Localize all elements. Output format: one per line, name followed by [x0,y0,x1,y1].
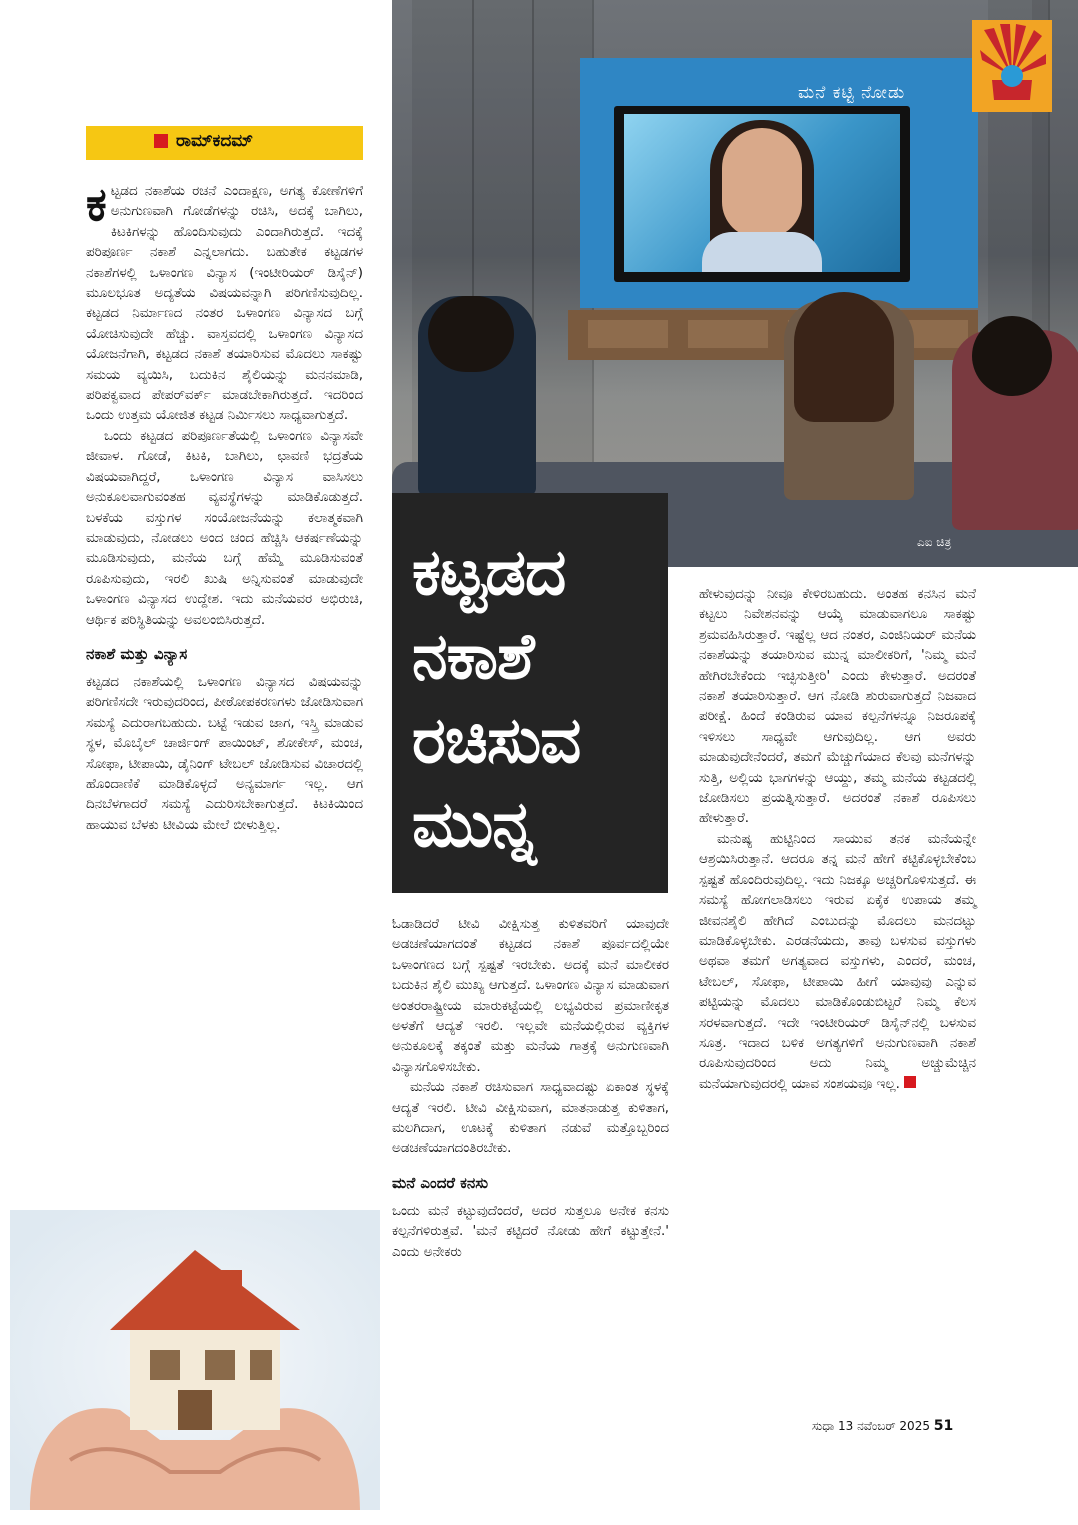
paragraph: ಮನೆಯ ನಕಾಶೆ ರಚಿಸುವಾಗ ಸಾಧ್ಯವಾದಷ್ಟು ಏಕಾಂತ ಸ್ಥಳಕ್ಕೆ ಆದ್ಯತೆ ಇರಲಿ. ಟೀವಿ ವೀಕ್ಷಿಸುವಾಗ, ಮಾತನಾಡುತ್ತ ಕುಳಿತಾಗ, ಮಲಗಿದಾಗ, ಊಟಕ್ಕೆ ಕುಳಿತಾಗ ನಡುವೆ ಮತ್ತೊಬ್ಬರಿಂದ ಅಡಚಣೆಯಾಗದಂತಿರಬೇಕು. [392,1080,669,1157]
page-footer [812,1418,953,1434]
paragraph: ಹೇಳುವುದನ್ನು ನೀವೂ ಕೇಳಿರಬಹುದು. ಅಂತಹ ಕನಸಿನ ಮನೆ ಕಟ್ಟಲು ನಿವೇಶನವನ್ನು ಆಯ್ಕೆ ಮಾಡುವಾಗಲೂ ಸಾಕಷ್ಟು ಶ್ರಮವಹಿಸಿರುತ್ತಾರೆ. ಇಷ್ಟೆಲ್ಲ ಆದ ನಂತರ, ಎಂಜಿನಿಯರ್ ಮನೆಯ ನಕಾಶೆಯನ್ನು ತಯಾರಿಸುವ ಮುನ್ನ ಮಾಲೀಕರಿಗೆ, 'ನಿಮ್ಮ ಮನೆ ಹೇಗಿರಬೇಕೆಂದು ಇಚ್ಛಿಸುತ್ತೀರಿ' ಎಂದು ಕೇಳುತ್ತಾರೆ. ಅದರಂತೆ ನಕಾಶೆ ತಯಾರಿಸುತ್ತಾರೆ. ಆಗ ನೋಡಿ ಶುರುವಾಗುತ್ತದೆ ನಿಜವಾದ ಪರೀಕ್ಷೆ. ಹಿಂದೆ ಕಂಡಿರುವ ಯಾವ ಕಲ್ಪನೆಗಳನ್ನೂ ನಿಜರೂಪಕ್ಕೆ ಇಳಿಸಲು ಸಾಧ್ಯವೇ ಆಗುವುದಿಲ್ಲ. ಆಗ ಅವರು ಮಾಡುವುದೇನೆಂದರೆ, ತಮಗೆ ಮೆಚ್ಚುಗೆಯಾದ ಕೆಲವು ಮನೆಗಳನ್ನು ಸುತ್ತಿ, ಅಲ್ಲಿಯ ಭಾಗಗಳನ್ನು ಆಯ್ದು, ತಮ್ಮ ಮನೆಯ ಕಟ್ಟಡದಲ್ಲಿ ಜೋಡಿಸಲು ಪ್ರಯತ್ನಿಸುತ್ತಾರೆ. ಅದರಂತೆ ನಕಾಶೆ ರೂಪಿಸಲು ಹೇಳುತ್ತಾರೆ. [699,587,976,827]
headline-line: ಕಟ್ಟಡದ [412,536,566,610]
end-mark [904,1076,916,1088]
publication-date: ಸುಧಾ 13 ನವೆಂಬರ್ 2025 [812,1419,930,1433]
article-column-3 [699,585,976,1095]
paragraph: ಒಂದು ಕಟ್ಟಡದ ಪರಿಪೂರ್ಣತೆಯಲ್ಲಿ ಒಳಾಂಗಣ ವಿನ್ಯಾಸವೇ ಜೀವಾಳ. ಗೋಡೆ, ಕಿಟಕಿ, ಬಾಗಿಲು, ಛಾವಣಿ ಭದ್ರತೆಯ ವಿಷಯವಾಗಿದ್ದರೆ, ಒಳಾಂಗಣ ವಿನ್ಯಾಸ ವಾಸಿಸಲು ಅನುಕೂಲವಾಗುವಂತಹ ವ್ಯವಸ್ಥೆಗಳನ್ನು ಮಾಡಿಕೊಡುತ್ತದೆ. ಬಳಕೆಯ ವಸ್ತುಗಳ ಸಂಯೋಜನೆಯನ್ನು ಕಲಾತ್ಮಕವಾಗಿ ಮಾಡುವುದು, ನೋಡಲು ಅಂದ ಚಂದ ಹೆಚ್ಚಿಸಿ ಆಕರ್ಷಣೆಯನ್ನು ಮೂಡಿಸುವುದು, ಮನೆಯ ಬಗ್ಗೆ ಹೆಮ್ಮೆ ಮೂಡಿಸುವಂತೆ ರೂಪಿಸುವುದು, ಇರಲಿ ಖುಷಿ ಅನ್ನಿಸುವಂತೆ ಮಾಡುವುದೇ ಒಳಾಂಗಣ ವಿನ್ಯಾಸದ ಉದ್ದೇಶ. ಇದು ಮನೆಯವರ ಅಭಿರುಚಿ, ಆರ್ಥಿಕ ಪರಿಸ್ಥಿತಿಯನ್ನು ಅವಲಂಬಿಸಿರುತ್ತದೆ. [86,428,363,628]
house-in-hands-image [10,1210,380,1510]
paragraph: ಒಂದು ಮನೆ ಕಟ್ಟುವುದೆಂದರೆ, ಅದರ ಸುತ್ತಲೂ ಅನೇಕ ಕನಸು ಕಲ್ಪನೆಗಳಿರುತ್ತವೆ. 'ಮನೆ ಕಟ್ಟಿದರೆ ನೋಡು ಹೇಗೆ ಕಟ್ಟುತ್ತೇನೆ.' ಎಂದು ಅನೇಕರು [392,1203,669,1260]
subheading: ಮನೆ ಎಂದರೆ ಕನಸು [392,1173,488,1192]
headline-block [392,493,668,893]
series-logo [972,20,1052,112]
paragraph: ಮನುಷ್ಯ ಹುಟ್ಟಿನಿಂದ ಸಾಯುವ ತನಕ ಮನೆಯನ್ನೇ ಆಶ್ರಯಿಸಿರುತ್ತಾನೆ. ಆದರೂ ತನ್ನ ಮನೆ ಹೇಗೆ ಕಟ್ಟಿಕೊಳ್ಳಬೇಕೆಂಬ ಸ್ಪಷ್ಟತೆ ಹೊಂದಿರುವುದಿಲ್ಲ. ಇದು ನಿಜಕ್ಕೂ ಅಚ್ಚರಿಗೊಳಿಸುತ್ತದೆ. ಈ ಸಮಸ್ಯೆ ಹೋಗಲಾಡಿಸಲು ಇರುವ ಏಕೈಕ ಉಪಾಯ ತಮ್ಮ ಜೀವನಶೈಲಿ ಹೇಗಿದೆ ಎಂಬುದನ್ನು ಮೊದಲು ಮನದಟ್ಟು ಮಾಡಿಕೊಳ್ಳಬೇಕು. ಎರಡನೆಯದು, ತಾವು ಬಳಸುವ ವಸ್ತುಗಳು ಅಥವಾ ತಮಗೆ ಅಗತ್ಯವಾದ ವಸ್ತುಗಳು, ಎಂದರೆ, ಮಂಚ, ಟೇಬಲ್, ಸೋಫಾ, ಟೀಪಾಯಿ ಹೀಗೆ ಯಾವುವು ಎನ್ನುವ ಪಟ್ಟಿಯನ್ನು ಮೊದಲು ಮಾಡಿಕೊಂಡುಬಿಟ್ಟರೆ ನಿಮ್ಮ ಕೆಲಸ ಸರಳವಾಗುತ್ತದೆ. ಇದೇ ಇಂಟೀರಿಯರ್ ಡಿಸೈನ್‌ನಲ್ಲಿ ಬಳಸುವ ಸೂತ್ರ. ಇದಾದ ಬಳಿಕ ಅಗತ್ಯಗಳಿಗೆ ಅನುಗುಣವಾಗಿ ನಕಾಶೆ ರೂಪಿಸುವುದರಿಂದ ಅದು ನಿಮ್ಮ ಅಚ್ಚುಮೆಚ್ಚಿನ ಮನೆಯಾಗುವುದರಲ್ಲಿ ಯಾವ ಸಂಶಯವೂ ಇಲ್ಲ. [699,831,976,1092]
article-column-1 [86,177,363,836]
author-name: ರಾಮ್‌ಕದಮ್ [176,131,253,151]
paragraph: ಕಟ್ಟಡದ ನಕಾಶೆಯಲ್ಲಿ ಒಳಾಂಗಣ ವಿನ್ಯಾಸದ ವಿಷಯವನ್ನು ಪರಿಗಣಿಸದೇ ಇರುವುದರಿಂದ, ಪೀಠೋಪಕರಣಗಳು ಜೋಡಿಸುವಾಗ ಸಮಸ್ಯೆ ಎದುರಾಗಬಹುದು. ಬಟ್ಟೆ ಇಡುವ ಜಾಗ, ಇಸ್ತ್ರಿ ಮಾಡುವ ಸ್ಥಳ, ಮೊಬೈಲ್ ಚಾರ್ಜಿಂಗ್ ಪಾಯಿಂಟ್, ಶೋಕೇಸ್, ಮಂಚ, ಸೋಫಾ, ಟೀಪಾಯಿ, ಡೈನಿಂಗ್ ಟೇಬಲ್ ಜೋಡಿಸುವ ವಿಚಾರದಲ್ಲಿ ಹೊಂದಾಣಿಕೆ ಮಾಡಿಕೊಳ್ಳದೆ ಅನ್ಯಮಾರ್ಗ ಇಲ್ಲ. ಆಗ ದಿನಬೆಳಗಾದರೆ ಸಮಸ್ಯೆ ಎದುರಿಸಬೇಕಾಗುತ್ತದೆ. ಕಿಟಕಿಯಿಂದ ಹಾಯುವ ಬೆಳಕು ಟೀವಿಯ ಮೇಲೆ ಬೀಳುತ್ತಿಲ್ಲ. [86,674,363,833]
photo-credit: ಎಐ ಚಿತ್ರ [917,535,952,549]
page-number: 51 [933,1418,954,1434]
subheading: ನಕಾಶೆ ಮತ್ತು ವಿನ್ಯಾಸ [86,644,188,663]
series-label: ಮನೆ ಕಟ್ಟಿ ನೋಡು [798,83,906,103]
paragraph: ಓಡಾಡಿದರೆ ಟೀವಿ ವೀಕ್ಷಿಸುತ್ತ ಕುಳಿತವರಿಗೆ ಯಾವುದೇ ಅಡಚಣೆಯಾಗದಂತೆ ಕಟ್ಟಡದ ನಕಾಶೆ ಪೂರ್ವದಲ್ಲಿಯೇ ಒಳಾಂಗಣದ ಬಗ್ಗೆ ಸ್ಪಷ್ಟತೆ ಇರಬೇಕು. ಅದಕ್ಕೆ ಮನೆ ಮಾಲೀಕರ ಬದುಕಿನ ಶೈಲಿ ಮುಖ್ಯ ಆಗುತ್ತದೆ. ಒಳಾಂಗಣ ವಿನ್ಯಾಸ ಮಾಡುವಾಗ ಅಂತರರಾಷ್ಟ್ರೀಯ ಮಾರುಕಟ್ಟೆಯಲ್ಲಿ ಲಭ್ಯವಿರುವ ಪ್ರಮಾಣೀಕೃತ ಅಳತೆಗೆ ಆದ್ಯತೆ ಇರಲಿ. ಇಲ್ಲವೇ ಮನೆಯಲ್ಲಿರುವ ವ್ಯಕ್ತಿಗಳ ಅನುಕೂಲಕ್ಕೆ ತಕ್ಕಂತೆ ಮತ್ತು ಮನೆಯ ಗಾತ್ರಕ್ಕೆ ಅನುಗುಣವಾಗಿ ವಿನ್ಯಾಸಗೊಳಿಸಬೇಕು. [392,917,669,1075]
paragraph: ಕಟ್ಟಡದ ನಕಾಶೆಯ ರಚನೆ ಎಂದಾಕ್ಷಣ, ಅಗತ್ಯ ಕೋಣೆಗಳಿಗೆ ಅನುಗುಣವಾಗಿ ಗೋಡೆಗಳನ್ನು ರಚಿಸಿ, ಅದಕ್ಕೆ ಬಾಗಿಲು, ಕಿಟಕಿಗಳನ್ನು ಹೊಂದಿಸುವುದು ಎಂದಾಗಿರುತ್ತದೆ. ಇದಕ್ಕೆ ಪರಿಪೂರ್ಣ ನಕಾಶೆ ಎನ್ನಲಾಗದು. ಬಹುತೇಕ ಕಟ್ಟಡಗಳ ನಕಾಶೆಗಳಲ್ಲಿ ಒಳಾಂಗಣ ವಿನ್ಯಾಸ (ಇಂಟೀರಿಯರ್ ಡಿಸೈನ್) ಮೂಲಭೂತ ಅದ್ಯತೆಯ ವಿಷಯವನ್ನಾಗಿ ಪರಿಗಣಿಸುವುದಿಲ್ಲ. ಕಟ್ಟಡದ ನಿರ್ಮಾಣದ ನಂತರ ಒಳಾಂಗಣ ವಿನ್ಯಾಸದ ಬಗ್ಗೆ ಯೋಚಿಸುವುದೇ ಹೆಚ್ಚು. ವಾಸ್ತವದಲ್ಲಿ ಒಳಾಂಗಣ ವಿನ್ಯಾಸದ ಯೋಜನೆಗಾಗಿ, ಕಟ್ಟಡದ ನಕಾಶೆ ತಯಾರಿಸುವ ಮೊದಲು ಸಾಕಷ್ಟು ಸಮಯ ವ್ಯಯಿಸಿ, ಬದುಕಿನ ಶೈಲಿಯನ್ನು ಮನನಮಾಡಿ, ಪರಿಪಕ್ವವಾದ ಪೇಪರ್‌ವರ್ಕ್ ಮಾಡಬೇಕಾಗಿರುತ್ತದೆ. ಇದರಿಂದ ಒಂದು ಉತ್ತಮ ಯೋಜಿತ ಕಟ್ಟಡ ನಿರ್ಮಿಸಲು ಸಾಧ್ಯವಾಗುತ್ತದೆ. [86,177,363,424]
article-column-2 [392,915,669,1263]
headline-line: ಮುನ್ನ [412,788,536,862]
headline-line: ರಚಿಸುವ [412,704,581,778]
headline-line: ನಕಾಶೆ [412,620,534,694]
tv-screen [624,114,900,272]
tv-cabinet [568,310,978,360]
author-byline [86,126,363,160]
drop-cap: ಕ [86,177,107,231]
byline-marker [154,134,168,148]
